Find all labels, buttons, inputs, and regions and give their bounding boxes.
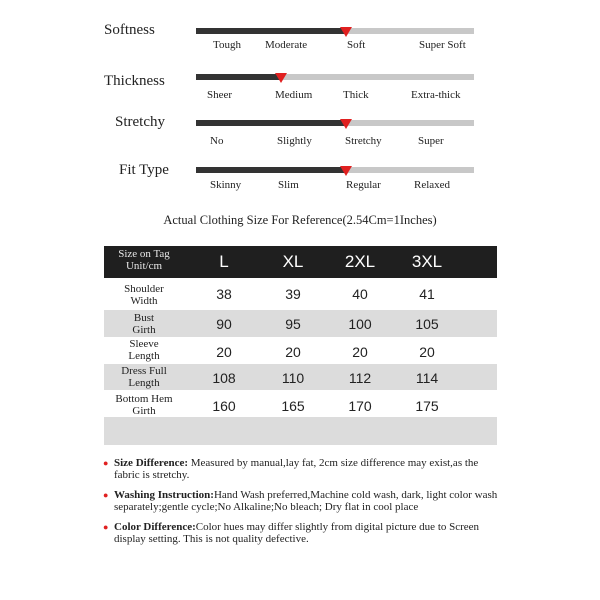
cell-3xl: 41 [419,286,435,302]
row-label [104,393,184,417]
stretchy-option-1: No [210,135,224,147]
note-text: Color hues may differ slightly from digital picture due to Screen display setting. This is not quality defective. [114,521,480,545]
cell-xl: 39 [285,286,301,302]
table-row [104,391,497,417]
header-size-2xl: 2XL [344,252,376,271]
stretchy-marker-icon [340,119,352,129]
note-title: Washing Instruction: [114,489,214,501]
cell-l: 108 [212,370,236,386]
fit-type-option-4: Relaxed [414,179,451,191]
softness-option-3: Soft [347,39,366,51]
cell-xl: 110 [281,370,305,386]
stretchy-option-3: Stretchy [345,135,382,147]
table-row [104,281,497,307]
reference-title: Actual Clothing Size For Reference(2.54Cm=1Inches) [163,213,437,227]
stretchy-option-2: Slightly [277,135,312,147]
row-label-line1: Bottom Hem [115,393,173,405]
row-label-line2: Girth [132,324,156,336]
cell-l: 160 [212,398,236,414]
stretchy-option-4: Super [418,135,444,147]
cell-l: 90 [216,316,232,332]
cell-2xl: 20 [352,344,368,360]
row-label-line2: Width [130,295,158,307]
row-label-line1: Bust [133,312,155,324]
stretchy-label: Stretchy [115,114,165,130]
note-text: Hand Wash preferred,Machine cold wash, dark, light color wash separately;gentle cycle;No Alkaline;No bleach; Dry flat in cool place [114,489,498,513]
cell-xl: 95 [285,316,301,332]
cell-l: 20 [216,344,232,360]
row-label [104,365,184,389]
fit-type-bar-fill [196,167,346,173]
table-row [104,364,497,390]
red-bullet-icon: ● [103,458,109,468]
thickness-bar-fill [196,74,281,80]
fit-type-marker-icon [340,166,352,176]
softness-bar [196,28,474,34]
cell-3xl: 114 [415,370,439,386]
row-label-line1: Shoulder [124,283,164,295]
row-label-line2: Length [128,350,160,362]
note-washing-instruction [104,490,504,513]
stretchy-bar-fill [196,120,346,126]
header-label-line1: Size on Tag [118,248,170,260]
table-header [104,246,497,278]
notes-list [104,458,504,554]
note-color-difference [104,522,504,545]
note-title: Color Difference: [114,521,196,533]
softness-bar-fill [196,28,346,34]
fit-type-label: Fit Type [119,162,169,178]
header-size-on-tag [104,248,184,272]
thickness-option-2: Medium [275,89,313,101]
thickness-marker-icon [275,73,287,83]
row-label-line1: Dress Full [121,365,167,377]
table-row [104,338,497,364]
note-title: Size Difference: [114,457,189,469]
cell-2xl: 40 [352,286,368,302]
fit-type-option-1: Skinny [210,179,242,191]
row-label-line1: Sleeve [129,338,159,350]
softness-marker-icon [340,27,352,37]
cell-3xl: 105 [415,316,439,332]
thickness-option-3: Thick [343,89,369,101]
header-size-l: L [219,252,229,271]
cell-2xl: 112 [348,370,372,386]
row-label [104,312,184,336]
row-label-line2: Girth [132,405,156,417]
header-size-xl: XL [282,252,304,271]
softness-option-1: Tough [213,39,241,51]
thickness-label: Thickness [104,73,165,89]
cell-2xl: 170 [348,398,372,414]
note-size-difference [104,458,504,481]
cell-l: 38 [216,286,232,302]
row-label-line2: Length [128,377,160,389]
softness-option-2: Moderate [265,39,308,51]
red-bullet-icon: ● [103,522,109,532]
thickness-option-1: Sheer [207,89,233,101]
red-bullet-icon: ● [103,490,109,500]
note-text: Measured by manual,lay fat, 2cm size difference may exist,as the fabric is stretchy. [114,457,479,481]
header-label-line2: Unit/cm [125,260,163,272]
thickness-option-4: Extra-thick [411,89,461,101]
row-label [104,283,184,307]
cell-2xl: 100 [348,316,372,332]
stretchy-bar [196,120,474,126]
fit-type-option-3: Regular [346,179,381,191]
softness-option-4: Super Soft [419,39,466,51]
header-size-3xl: 3XL [411,252,443,271]
cell-3xl: 175 [415,398,439,414]
fit-type-option-2: Slim [278,179,299,191]
row-label [104,338,184,362]
thickness-bar [196,74,474,80]
fit-type-bar [196,167,474,173]
table-row [104,310,497,337]
softness-label: Softness [104,22,155,38]
table-row-empty [104,417,497,445]
cell-3xl: 20 [419,344,435,360]
cell-xl: 165 [281,398,305,414]
cell-xl: 20 [285,344,301,360]
